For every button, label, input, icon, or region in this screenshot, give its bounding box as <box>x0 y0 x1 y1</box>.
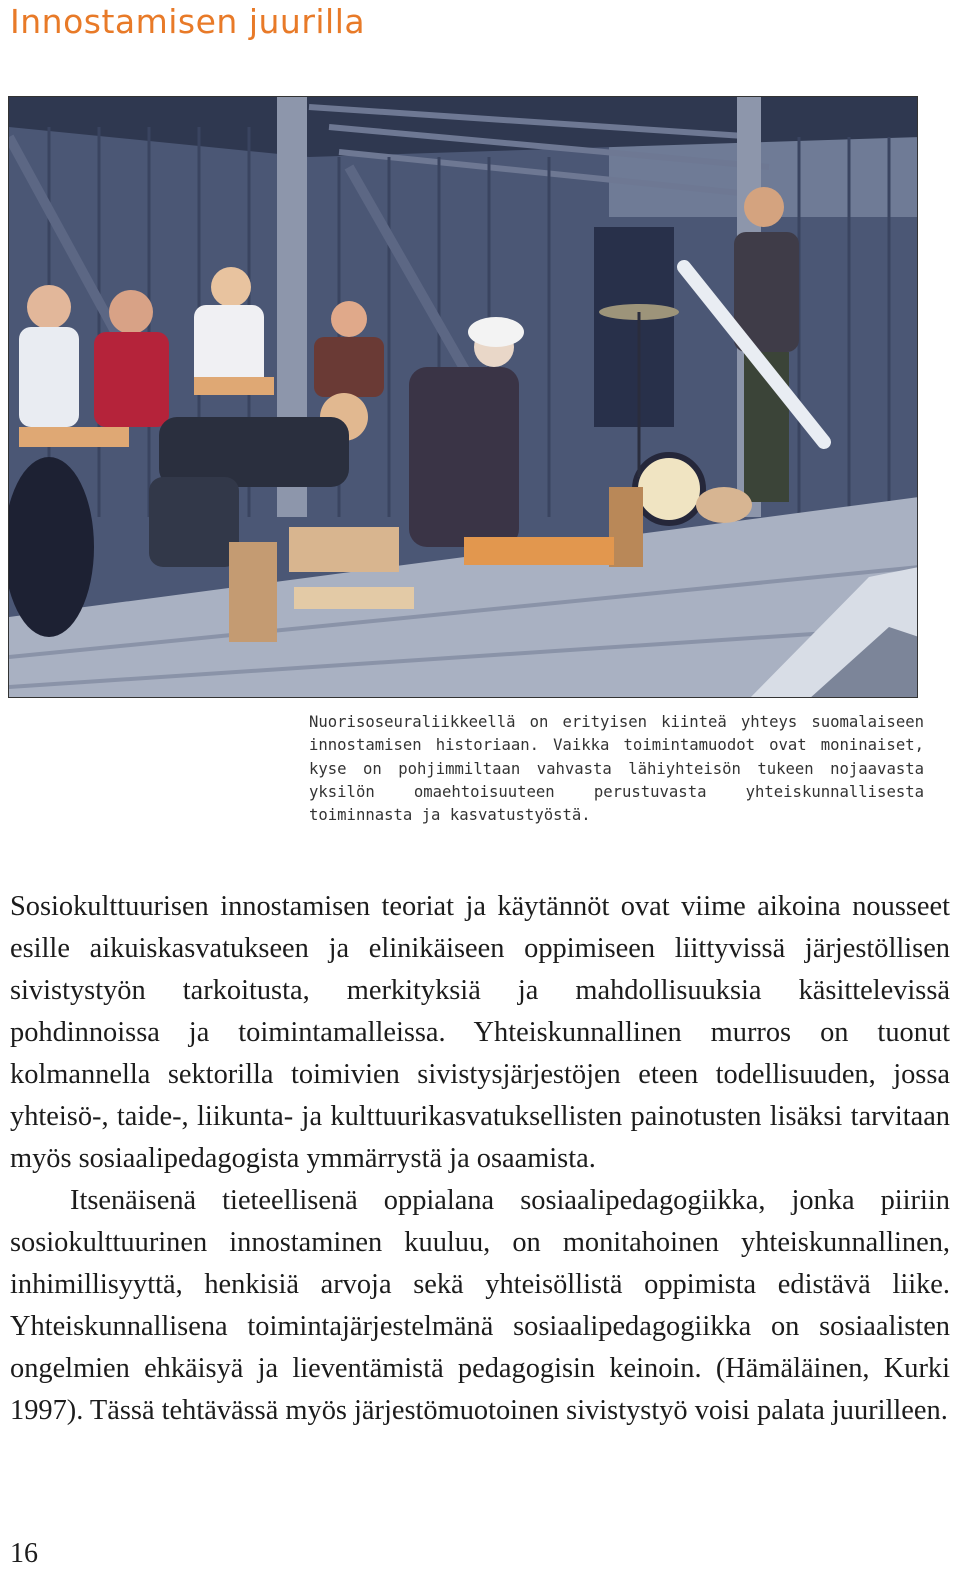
photo-illustration <box>9 97 918 698</box>
paragraph: Sosiokulttuurisen innostamisen teoriat ja käytännöt ovat viime aikoina nousseet esille aikuiskasvatukseen ja elinikäiseen oppimiseen liittyvissä järjestöllisen sivistystyön tarkoitusta, merkityksiä ja mahdollisuuksia käsittelevissä pohdinnoissa ja toimintamalleissa. Yhteiskunnallinen murros on tuonut kolmannella sektorilla toimivien sivistysjärjestöjen eteen todellisuuden, jossa yhteisö-, taide-, liikunta- ja kulttuurikasvatuksellisten painotusten lisäksi tarvitaan myös sosiaalipedagogista ymmärrystä ja osaamista. <box>10 891 950 1174</box>
photo-caption: Nuorisoseuraliikkeellä on erityisen kiinteä yhteys suomalaiseen innostamisen historiaan. Vaikka toimintamuodot ovat moninaiset, kyse on pohjimmiltaan vahvasta lähiyhteisön tukeen nojaavasta yksilön omaehtoisuuteen perustuvasta yhteiskunnallisesta toiminnasta ja kasvatustyöstä. <box>309 713 924 825</box>
paragraph: Itsenäisenä tieteellisenä oppialana sosiaalipedagogiikka, jonka piiriin sosiokulttuurinen innostaminen kuuluu, on monitahoinen yhteiskunnallinen, inhimillisyyttä, henkisiä arvoja sekä yhteisöllistä oppimista edistävä liike. Yhteiskunnallisena toimintajärjestelmänä sosiaalipedagogiikka on sosiaalisten ongelmien ehkäisyä ja lieventämistä pedagogisin keinoin. (Hämäläinen, Kurki 1997). Tässä tehtävässä myös järjestömuotoinen sivistystyö voisi palata juurilleen. <box>10 1185 950 1426</box>
page-number: 16 <box>10 1538 38 1569</box>
body-text <box>10 886 950 1432</box>
page-header-title: Innostamisen juurilla <box>10 2 366 41</box>
photo-music-workshop <box>8 96 918 698</box>
